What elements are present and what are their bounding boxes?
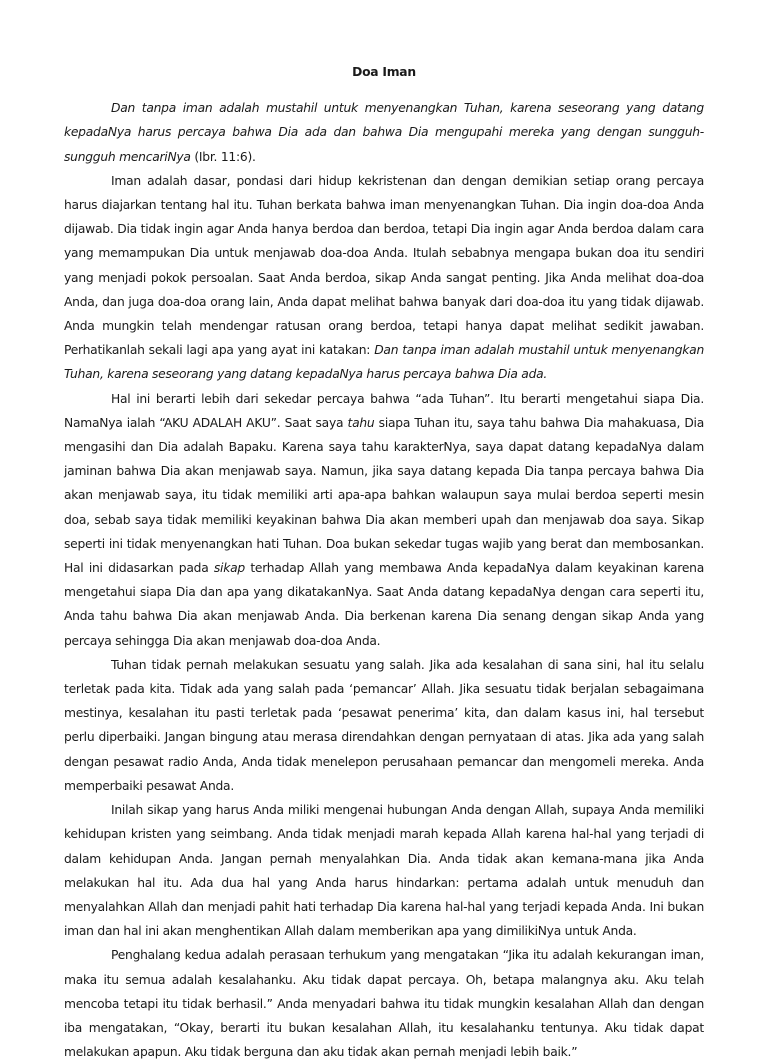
paragraph-iman-dasar	[64, 169, 704, 387]
verse-reference: (Ibr. 11:6).	[190, 149, 256, 164]
verse-quote: Dan tanpa iman adalah mustahil untuk menyenangkan Tuhan, karena seseorang yang datang kepadaNya harus percaya bahwa Dia ada dan bahwa Dia mengupahi mereka yang dengan sungguh-sungguh mencariNya	[64, 101, 704, 164]
paragraph-sikap-hubungan: Inilah sikap yang harus Anda miliki mengenai hubungan Anda dengan Allah, supaya Anda memiliki kehidupan kristen yang seimbang. Anda tidak menjadi marah kepada Allah karena hal-hal yang terjadi di dalam kehidupan Anda. Jangan pernah menyalahkan Dia. Anda tidak akan kemana-mana jika Anda melakukan hal itu. Ada dua hal yang Anda harus hindarkan: pertama adalah untuk menuduh dan menyalahkan Allah dan menjadi pahit hati terhadap Dia karena hal-hal yang terjadi kepada Anda. Ini bukan iman dan hal ini akan menghentikan Allah dalam memberikan apa yang dimilikiNya untuk Anda.	[64, 803, 704, 939]
document-title: Doa Iman	[352, 65, 416, 79]
paragraph-penghalang-kedua: Penghalang kedua adalah perasaan terhukum yang mengatakan “Jika itu adalah kekurangan iman, maka itu semua adalah kesalahanku. Aku tidak dapat percaya. Oh, betapa malangnya aku. Aku telah mencoba tetapi itu tidak berhasil.” Anda menyadari bahwa itu tidak mungkin kesalahan Allah dan dengan iba mengatakan, “Okay, berarti itu bukan kesalahan Allah, itu kesalahanku tentunya. Aku tidak dapat melakukan apapun. Aku tidak berguna dan aku tidak akan pernah menjadi lebih baik.”	[64, 948, 704, 1060]
paragraph-tuhan-tidak-salah: Tuhan tidak pernah melakukan sesuatu yang salah. Jika ada kesalahan di sana sini, hal itu selalu terletak pada kita. Tidak ada yang salah pada ‘pemancar’ Allah. Jika sesuatu tidak berjalan sebagaimana mestinya, kesalahan itu pasti terletak pada ‘pesawat penerima’ kita, dan dalam kasus ini, hal tersebut perlu diperbaiki. Jangan bingung atau merasa direndahkan dengan pernyataan di atas. Jika ada yang salah dengan pesawat radio Anda, Anda tidak menelepon perusahaan pemancar dan mengomeli mereka. Anda memperbaiki pesawat Anda.	[64, 657, 704, 793]
document-page	[64, 60, 704, 1064]
paragraph-text: Hal ini berarti lebih dari sekedar percaya bahwa “ada Tuhan”. Itu berarti mengetahui siapa Dia. NamaNya ialah “AKU ADALAH AKU”. Saat saya	[64, 391, 704, 430]
paragraph-lebih-dari-percaya	[64, 387, 704, 653]
emphasis-sikap: sikap	[213, 561, 245, 576]
paragraph-text: Iman adalah dasar, pondasi dari hidup kekristenan dan dengan demikian setiap orang percaya harus diajarkan tentang hal itu. Tuhan berkata bahwa iman menyenangkan Tuhan. Dia ingin doa-doa Anda dijawab. Dia tidak ingin agar Anda hanya berdoa dan berdoa, tetapi Dia ingin agar Anda berdoa dalam cara yang memampukan Dia untuk menjawab doa-doa Anda. Itulah sebabnya mengapa bukan doa itu sendiri yang menjadi pokok persoalan. Saat Anda berdoa, sikap Anda sangat penting. Jika Anda melihat doa-doa Anda, dan juga doa-doa orang lain, Anda dapat melihat bahwa banyak dari doa-doa itu yang tidak dijawab. Anda mungkin telah mendengar ratusan orang berdoa, tetapi hanya dapat melihat sedikit jawaban. Perhatikanlah sekali lagi apa yang ayat ini katakan:	[64, 173, 704, 358]
paragraph-verse	[64, 96, 704, 169]
paragraph-text: siapa Tuhan itu, saya tahu bahwa Dia mahakuasa, Dia mengasihi dan Dia adalah Bapaku. Karena saya tahu karakterNya, saya dapat datang kepadaNya dalam jaminan bahwa Dia akan menjawab saya. Namun, jika saya datang kepada Dia tanpa percaya bahwa Dia akan menjawab saya, itu tidak memiliki arti apa-apa bahkan walaupun saya mulai berdoa seperti mesin doa, sebab saya tidak memiliki keyakinan bahwa Dia akan memberi upah dan menjawab doa saya. Sikap seperti ini tidak menyenangkan hati Tuhan. Doa bukan sekedar tugas wajib yang berat dan membosankan. Hal ini didasarkan pada	[64, 415, 704, 576]
paragraph-text: terhadap Allah yang membawa Anda kepadaNya dalam keyakinan karena mengetahui siapa Dia dan apa yang dikatakanNya. Saat Anda datang kepadaNya dengan cara seperti itu, Anda tahu bahwa Dia akan menjawab Anda. Dia berkenan karena Dia senang dengan sikap Anda yang percaya sehingga Dia akan menjawab doa-doa Anda.	[64, 561, 704, 648]
emphasis-tahu: tahu	[347, 415, 375, 430]
verse-quote-inline: Dan tanpa iman adalah mustahil untuk menyenangkan Tuhan, karena seseorang yang datang kepadaNya harus percaya bahwa Dia ada.	[64, 343, 704, 382]
